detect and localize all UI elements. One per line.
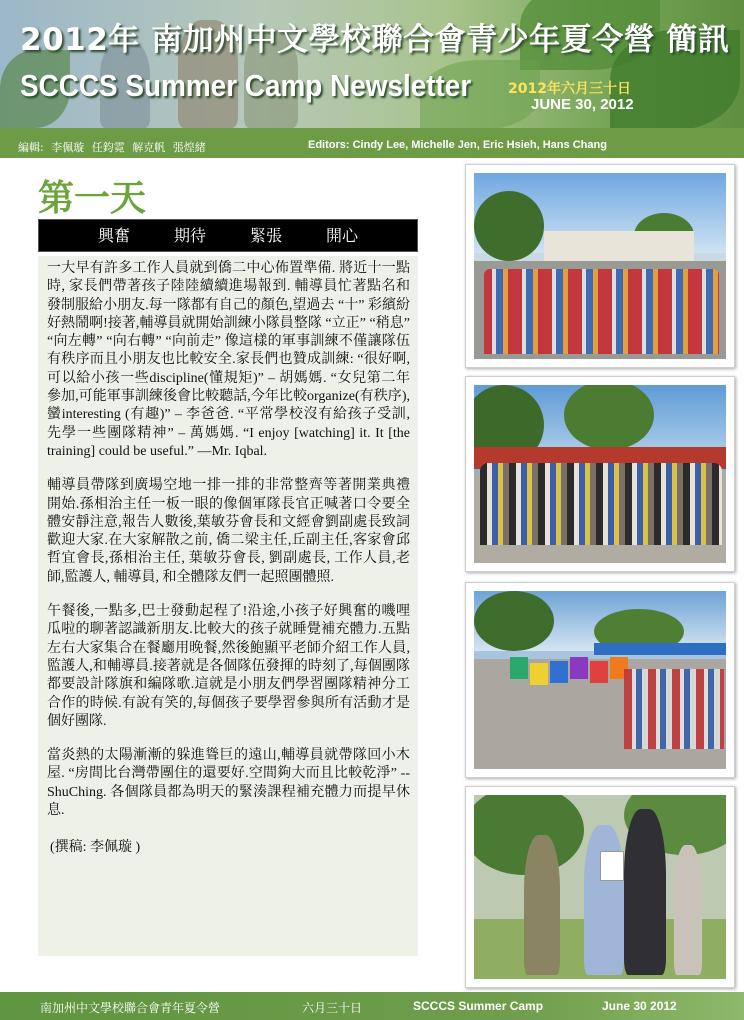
newsletter-footer	[0, 992, 744, 1020]
newsletter-header	[0, 0, 744, 128]
mood-bar	[38, 219, 418, 252]
mood-word: 期待	[173, 226, 206, 245]
issue-date-chinese: 2012年六月三十日	[508, 81, 631, 97]
photo-team-flags	[465, 582, 735, 778]
issue-date-english: JUNE 30, 2012	[531, 96, 634, 113]
day-title: 第一天	[38, 178, 147, 219]
article-byline: (撰稿: 李佩璇 )	[50, 840, 141, 856]
photo-group-portrait	[465, 376, 735, 572]
newsletter-title-english: SCCCS Summer Camp Newsletter	[20, 68, 472, 103]
article-paragraph: 午餐後,一點多,巴士發動起程了!沿途,小孩子好興奮的嘰哩瓜啦的聊著認識新朋友.比較大的孩子就睡覺補充體力.五點左右大家集合在餐廳用晚餐,然後鮑顯平老師介紹工作人員,監護人,和輔導員.接著就是各個隊伍發揮的時刻了,每個團隊都要設計隊旗和編隊歌.這就是小朋友們學習團隊精神分工合作的時候.有說有笑的,每個孩子要學習參與所有活動才是個好團隊.	[47, 604, 410, 729]
editors-chinese: 編輯: 李佩璇 任鈞霓 解克帆 張煌緒	[18, 141, 206, 154]
article-paragraph: 一大早有許多工作人員就到僑二中心佈置準備. 將近十一點時, 家長們帶著孩子陸陸續續進場報到. 輔導員忙著點名和發制服給小朋友.每一隊都有自己的顏色,望過去 “十” 彩繽紛好熱鬧啊!接著,輔導員就開始訓練小隊員整隊 “立正” “稍息” “向左轉” “向右轉” “向前走” 像這樣的軍事訓練不僅讓隊伍有秩序而且小朋友也比較安全.家長們也贊成訓練: “很好啊,可以給小孩一些discipline(懂規矩)” – 胡媽媽. “女兒第二年參加,可能軍事訓練後會比較聽話,今年比較organize(有秩序),蠻interesting (有趣)” – 李爸爸. “平常學校沒有給孩子受訓, 先學一些團隊精神” – 萬媽媽. “I enjoy [watching] it. It [the training] could be useful.” —Mr. Iqbal.	[47, 261, 410, 459]
article-paragraph: 當炎熱的太陽漸漸的躲進聳巨的遠山,輔導員就帶隊回小木屋. “房間比台灣帶團住的還要好.空間夠大而且比較乾淨” -- ShuChing. 各個隊員都為明天的緊湊課程補充體力而提早休息.	[47, 748, 410, 819]
footer-date-chinese: 六月三十日	[302, 1001, 363, 1015]
mood-word: 緊張	[249, 226, 282, 245]
footer-organization: 南加州中文學校聯合會青年夏令營	[40, 1001, 221, 1015]
editors-english: Editors: Cindy Lee, Michelle Jen, Eric Hsieh, Hans Chang	[308, 139, 607, 151]
newsletter-title-chinese: 2012年 南加州中文學校聯合會青少年夏令營 簡訊	[20, 22, 730, 58]
mood-word: 興奮	[97, 226, 130, 245]
photo-registration-crowd	[465, 164, 735, 368]
photo-certificate-ceremony	[465, 786, 735, 988]
editors-bar	[0, 128, 744, 158]
article-body	[38, 256, 418, 956]
footer-camp-name: SCCCS Summer Camp	[413, 999, 544, 1013]
mood-word: 開心	[325, 226, 358, 245]
article-paragraph: 輔導員帶隊到廣場空地一排一排的非常整齊等著開業典禮開始.孫相治主任一板一眼的像個軍隊長官正喊著口令要全體安靜注意,報告人數後,葉敏芬會長和文經會劉副處長致詞歡迎大家.在大家解散之前, 僑二梁主任,丘副主任,客家會邱哲宜會長,孫相治主任, 葉敏芬會長, 劉副處長, 工作人員,老師,監護人, 輔導員, 和全體隊友們一起照團體照.	[47, 478, 410, 585]
footer-date-english: June 30 2012	[602, 999, 677, 1013]
